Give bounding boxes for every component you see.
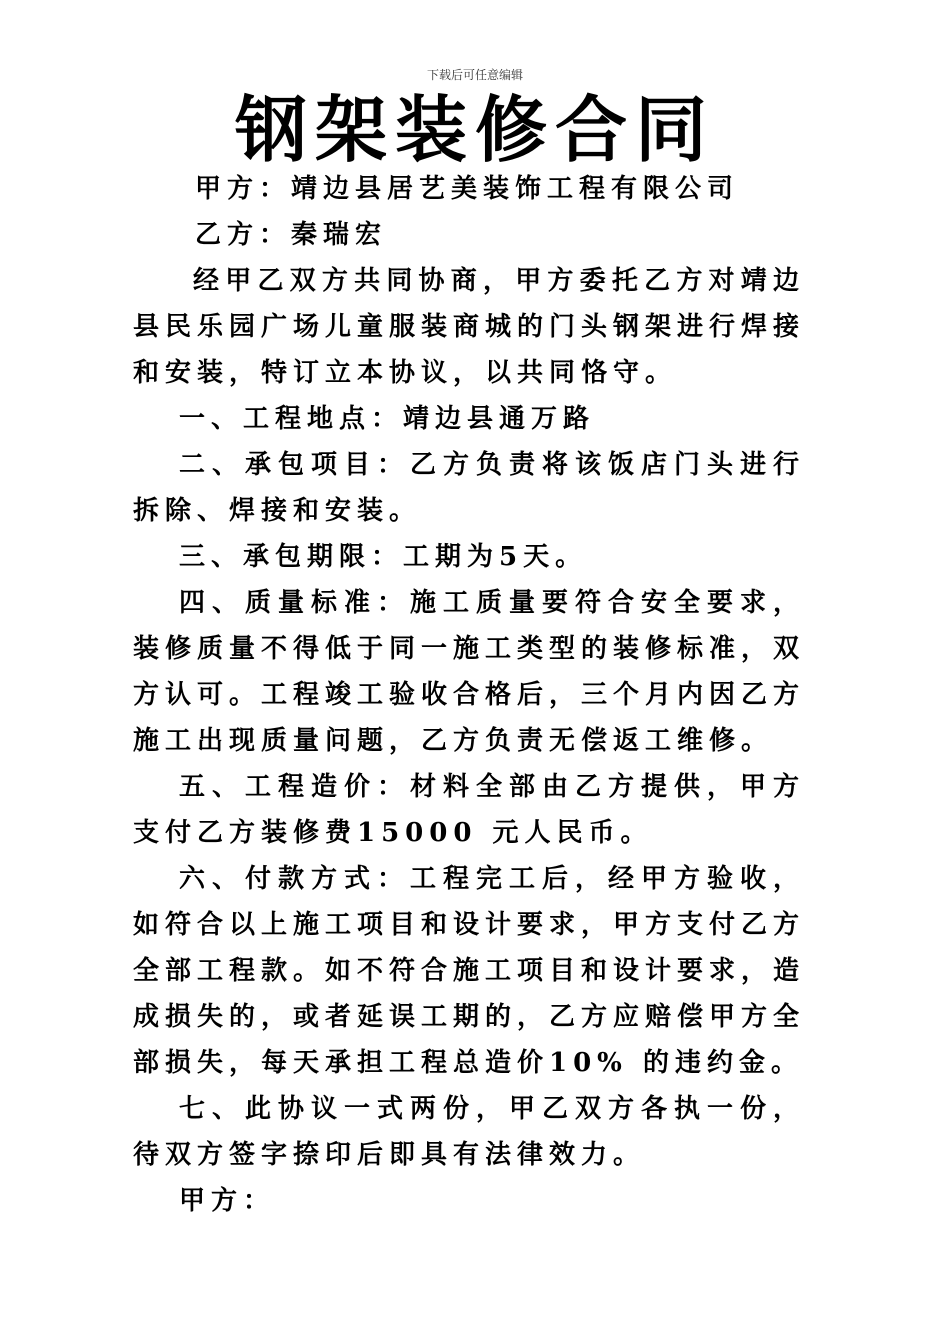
clause-quality: 四、质量标准：施工质量要符合安全要求，装修质量不得低于同一施工类型的装修标准，双方认可。工程竣工验收合格后，三个月内因乙方施工出现质量问题，乙方负责无偿返工维修。	[133, 588, 806, 756]
signature-party-a: 甲方：	[179, 1186, 276, 1216]
clause-payment: 六、付款方式：工程完工后，经甲方验收，如符合以上施工项目和设计要求，甲方支付乙方全部工程款。如不符合施工项目和设计要求，造成损失的，或者延误工期的，乙方应赔偿甲方全部损失，每天承担工程总造价10% 的违约金。	[133, 864, 806, 1078]
header-note: 下载后可任意编辑	[426, 68, 523, 82]
party-b-line: 乙方：秦瑞宏	[195, 220, 388, 250]
party-a-line: 甲方：靖边县居艺美装饰工程有限公司	[195, 174, 740, 204]
contract-body	[133, 166, 805, 1224]
clause-location: 一、工程地点：靖边县通万路	[179, 404, 596, 434]
intro-paragraph: 经甲乙双方共同协商，甲方委托乙方对靖边县民乐园广场儿童服装商城的门头钢架进行焊接和安装，特订立本协议，以共同恪守。	[133, 266, 806, 388]
clause-scope: 二、承包项目：乙方负责将该饭店门头进行拆除、焊接和安装。	[133, 450, 805, 526]
clause-validity: 七、此协议一式两份，甲乙双方各执一份，待双方签字捺印后即具有法律效力。	[133, 1094, 805, 1170]
clause-duration: 三、承包期限：工期为5天。	[179, 542, 588, 572]
clause-price: 五、工程造价：材料全部由乙方提供，甲方支付乙方装修费15000 元人民币。	[133, 772, 805, 848]
document-title: 钢架装修合同	[234, 87, 715, 172]
